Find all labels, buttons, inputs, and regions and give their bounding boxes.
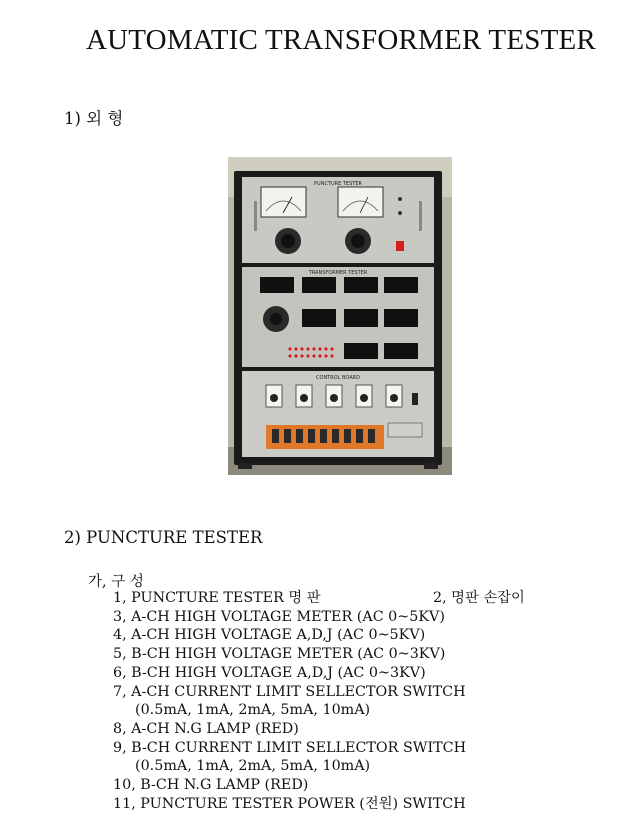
list-item-text: 2, 명판 손잡이	[433, 590, 525, 606]
list-item-continuation: (0.5mA, 1mA, 2mA, 5mA, 10mA)	[135, 758, 371, 775]
section-heading-puncture-tester: 2) PUNCTURE TESTER	[64, 528, 263, 547]
subsection-heading-composition: 가, 구 성	[88, 574, 144, 590]
list-item: 5, B-CH HIGH VOLTAGE METER (AC 0~3KV)	[113, 646, 446, 663]
photo-label-top: PUNCTURE TESTER	[314, 181, 362, 187]
list-item-continuation: (0.5mA, 1mA, 2mA, 5mA, 10mA)	[135, 702, 371, 719]
list-item: 11, PUNCTURE TESTER POWER (전원) SWITCH	[113, 795, 466, 812]
list-item: 3, A-CH HIGH VOLTAGE METER (AC 0~5KV)	[113, 608, 445, 625]
list-item: 7, A-CH CURRENT LIMIT SELLECTOR SWITCH	[113, 683, 466, 700]
list-item: 9, B-CH CURRENT LIMIT SELLECTOR SWITCH	[113, 739, 467, 756]
list-item	[113, 589, 525, 608]
photo-label-bottom: CONTROL BOARD	[316, 375, 360, 381]
photo-label-mid: TRANSFORMER TESTER	[308, 270, 368, 276]
component-list	[113, 589, 525, 813]
list-item: 8, A-CH N.G LAMP (RED)	[113, 720, 299, 737]
list-item: 10, B-CH N.G LAMP (RED)	[113, 777, 309, 794]
section-heading-exterior: 1) 외 형	[64, 109, 124, 128]
equipment-photo	[228, 157, 452, 475]
list-item-text: 1, PUNCTURE TESTER 명 판	[113, 590, 321, 606]
document-title: AUTOMATIC TRANSFORMER TESTER	[86, 24, 596, 56]
list-item: 4, A-CH HIGH VOLTAGE A,D,J (AC 0~5KV)	[113, 627, 426, 644]
list-item: 6, B-CH HIGH VOLTAGE A,D,J (AC 0~3KV)	[113, 664, 426, 681]
